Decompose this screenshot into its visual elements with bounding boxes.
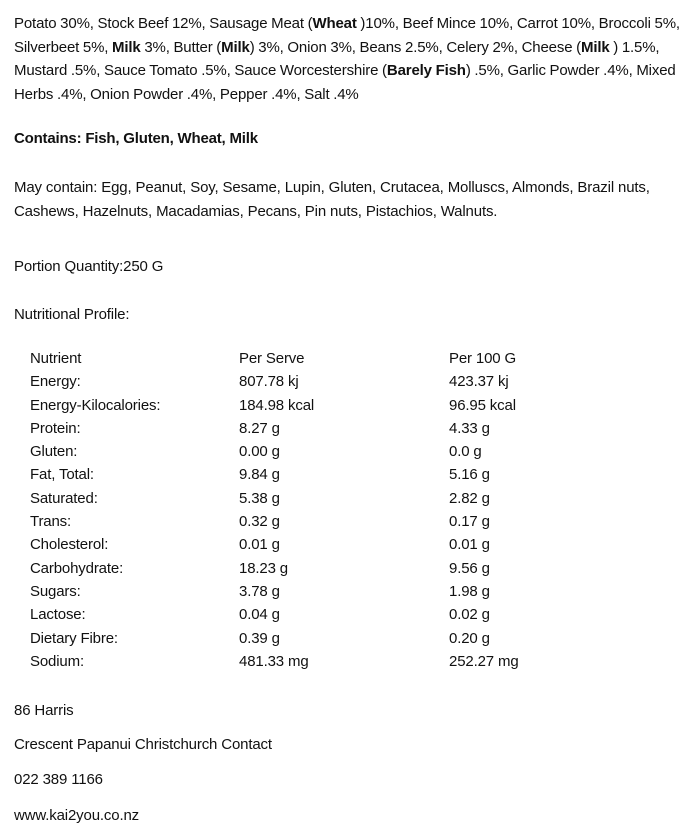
per-100g-value: 4.33 g: [449, 419, 490, 437]
per-serve-value: 3.78 g: [239, 582, 280, 600]
address-line-1: 86 Harris: [14, 702, 74, 719]
ingredient-text: 3%, Butter (: [140, 38, 222, 56]
allergen-highlight: Milk: [112, 38, 141, 56]
nutrition-row: [30, 397, 599, 420]
nutrient-name: Carbohydrate:: [30, 559, 124, 577]
nutrition-row: [30, 606, 599, 629]
ingredient-text: ) 3%, Onion 3%, Beans 2.5%, Celery 2%, Cheese (: [249, 38, 581, 56]
nutrient-name: Energy-Kilocalories:: [30, 396, 161, 414]
per-100g-value: 2.82 g: [449, 489, 490, 507]
per-serve-value: 0.39 g: [239, 629, 280, 647]
per-serve-value: 184.98 kcal: [239, 396, 315, 414]
phone-number: 022 389 1166: [14, 771, 103, 788]
per-100g-value: 0.17 g: [449, 513, 490, 531]
header-per-serve: Per Serve: [239, 350, 305, 367]
per-serve-value: 18.23 g: [239, 559, 288, 577]
address-line-2: Crescent Papanui Christchurch Contact: [14, 736, 272, 753]
nutrient-name: Sodium:: [30, 652, 84, 670]
per-100g-value: 1.98 g: [449, 582, 490, 600]
per-serve-value: 0.01 g: [239, 536, 280, 554]
allergen-highlight: Wheat: [312, 15, 357, 32]
nutrient-name: Lactose:: [30, 606, 86, 624]
nutrient-name: Gluten:: [30, 443, 78, 461]
per-100g-value: 252.27 mg: [449, 652, 519, 670]
allergen-contains: Contains: Fish, Gluten, Wheat, Milk: [14, 130, 258, 147]
nutrition-rows: [30, 373, 599, 676]
per-serve-value: 0.32 g: [239, 513, 280, 531]
nutrient-name: Sugars:: [30, 582, 81, 600]
ingredient-text: Potato 30%, Stock Beef 12%, Sausage Meat (: [14, 15, 313, 32]
per-serve-value: 0.04 g: [239, 606, 280, 624]
per-100g-value: 0.0 g: [449, 443, 482, 461]
nutrient-name: Energy:: [30, 373, 81, 391]
allergen-highlight: Milk: [221, 38, 250, 56]
per-100g-value: 423.37 kj: [449, 373, 509, 391]
nutrient-name: Saturated:: [30, 489, 98, 507]
per-serve-value: 5.38 g: [239, 489, 280, 507]
nutrition-row: [30, 583, 599, 606]
portion-quantity: Portion Quantity:250 G: [14, 258, 164, 275]
nutritional-profile-heading: Nutritional Profile:: [14, 306, 130, 323]
per-100g-value: 0.01 g: [449, 536, 490, 554]
header-nutrient: Nutrient: [30, 350, 82, 367]
per-100g-value: 0.20 g: [449, 629, 490, 647]
allergen-may-contain: May contain: Egg, Peanut, Soy, Sesame, Lupin, Gluten, Crutacea, Molluscs, Almonds, Brazil nuts, Cashews, Hazelnuts, Macadamias, Pecans, Pin nuts, Pistachios, Walnuts.: [14, 179, 650, 220]
nutrient-name: Dietary Fibre:: [30, 629, 118, 647]
per-serve-value: 481.33 mg: [239, 652, 309, 670]
nutrition-row: [30, 466, 599, 489]
nutrient-name: Trans:: [30, 513, 72, 531]
per-serve-value: 807.78 kj: [239, 373, 299, 391]
ingredient-text: ) .5%, Garlic Powder .4%, Mixed Herbs .4%, Onion Powder .4%, Pepper .4%, Salt .4%: [14, 62, 676, 103]
nutrition-header-row: [30, 350, 599, 373]
nutrition-row: [30, 490, 599, 513]
per-100g-value: 5.16 g: [449, 466, 490, 484]
per-serve-value: 8.27 g: [239, 419, 280, 437]
website-link[interactable]: www.kai2you.co.nz: [14, 807, 140, 824]
nutrition-row: [30, 373, 599, 396]
header-per-100g: Per 100 G: [449, 350, 517, 367]
ingredient-text: )10%, Beef Mince 10%, Carrot 10%, Broccoli 5%, Silverbeet 5%,: [14, 15, 680, 56]
nutrition-table: [30, 350, 599, 676]
product-info: [14, 12, 684, 824]
nutrition-row: [30, 560, 599, 583]
per-100g-value: 96.95 kcal: [449, 396, 516, 414]
per-100g-value: 9.56 g: [449, 559, 490, 577]
nutrition-row: [30, 443, 599, 466]
nutrition-row: [30, 513, 599, 536]
nutrition-row: [30, 536, 599, 559]
nutrition-row: [30, 653, 599, 676]
nutrient-name: Cholesterol:: [30, 536, 109, 554]
nutrition-row: [30, 420, 599, 443]
nutrient-name: Fat, Total:: [30, 466, 94, 484]
allergen-highlight: Milk: [580, 38, 610, 56]
per-serve-value: 0.00 g: [239, 443, 280, 461]
allergen-highlight: Barely Fish: [386, 62, 466, 79]
ingredient-text: ) 1.5%, Mustard .5%, Sauce Tomato .5%, Sauce Worcestershire (: [14, 38, 660, 79]
ingredients-list: [14, 12, 684, 106]
per-serve-value: 9.84 g: [239, 466, 280, 484]
nutrient-name: Protein:: [30, 419, 81, 437]
per-100g-value: 0.02 g: [449, 606, 490, 624]
nutrition-row: [30, 630, 599, 653]
